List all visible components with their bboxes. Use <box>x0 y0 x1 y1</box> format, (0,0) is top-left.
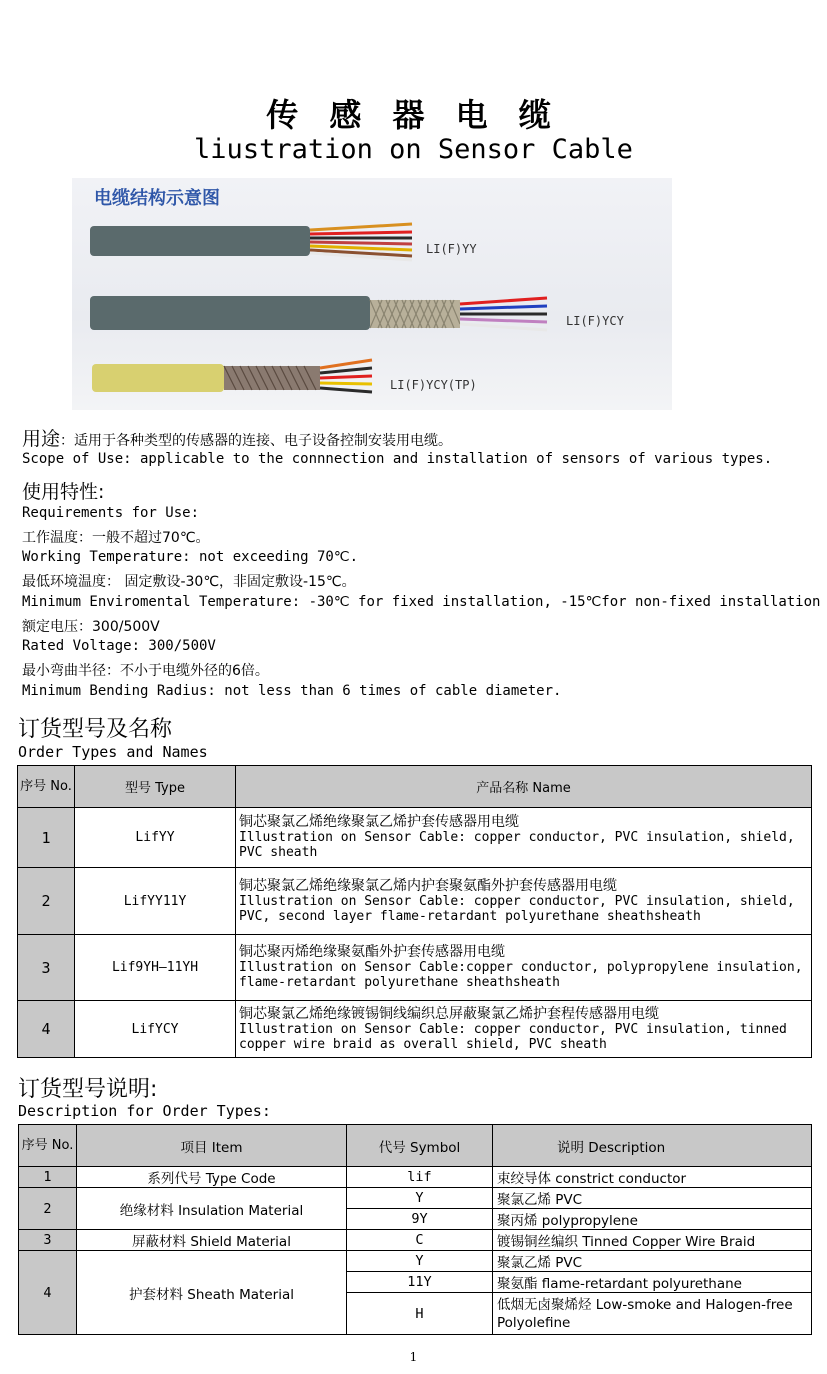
order-types-heading-en: Order Types and Names <box>18 743 208 761</box>
row-item: 系列代号 Type Code <box>77 1167 347 1188</box>
order-types-heading-cn: 订货型号及名称 <box>18 717 173 742</box>
row-name <box>236 1001 812 1058</box>
row-description: 聚氨酯 flame-retardant polyurethane <box>493 1272 812 1293</box>
row-type: Lif9YH—11YH <box>75 935 236 1001</box>
row-symbol: lif <box>347 1167 493 1188</box>
header-type: 型号 Type <box>75 766 236 808</box>
page-number: 1 <box>409 1350 418 1364</box>
row-symbol: 9Y <box>347 1209 493 1230</box>
row-no: 4 <box>19 1251 77 1335</box>
header-name: 产品名称 Name <box>236 766 812 808</box>
row-description: 聚丙烯 polypropylene <box>493 1209 812 1230</box>
row-no: 2 <box>19 1188 77 1230</box>
row-name <box>236 935 812 1001</box>
usage-line <box>22 424 452 451</box>
property-line: Minimum Enviromental Temperature: -30℃ for fixed installation, -15℃for non-fixed installation <box>22 594 821 610</box>
header-item: 项目 Item <box>77 1125 347 1167</box>
table-row <box>18 868 812 935</box>
property-line: Minimum Bending Radius: not less than 6 times of cable diameter. <box>22 683 562 699</box>
illustration-title: 电缆结构示意图 <box>94 188 220 209</box>
row-no: 1 <box>19 1167 77 1188</box>
row-name-en: Illustration on Sensor Cable: copper conductor, PVC insulation, tinned copper wire braid as overall shield, PVC sheath <box>239 1021 787 1052</box>
row-description: 聚氯乙烯 PVC <box>493 1188 812 1209</box>
usage-heading: 用途 <box>22 428 61 450</box>
row-item: 绝缘材料 Insulation Material <box>77 1188 347 1230</box>
row-name <box>236 808 812 868</box>
row-name-cn: 铜芯聚丙烯绝缘聚氨酯外护套传感器用电缆 <box>239 944 505 960</box>
row-symbol: C <box>347 1230 493 1251</box>
header-symbol: 代号 Symbol <box>347 1125 493 1167</box>
table-row <box>19 1251 812 1272</box>
row-symbol: H <box>347 1293 493 1335</box>
property-line: 工作温度：一般不超过70℃。 <box>22 530 210 546</box>
page-title-cn: 传 感 器 电 缆 <box>266 96 561 134</box>
row-symbol: Y <box>347 1251 493 1272</box>
row-name-en: Illustration on Sensor Cable: copper conductor, PVC insulation, shield, PVC sheath <box>239 830 795 860</box>
table-row <box>19 1230 812 1251</box>
table-row <box>18 808 812 868</box>
table-row <box>19 1188 812 1209</box>
row-type: LifYCY <box>75 1001 236 1058</box>
cable-label-1: LI(F)YY <box>426 242 477 256</box>
properties-heading: 使用特性: <box>22 481 105 503</box>
table-row <box>18 1001 812 1058</box>
row-type: LifYY11Y <box>75 868 236 935</box>
row-symbol: 11Y <box>347 1272 493 1293</box>
row-name-en: Illustration on Sensor Cable: copper conductor, PVC insulation, shield, PVC, second layer flame-retardant polyurethane sheathsheath <box>239 893 795 924</box>
property-line: Rated Voltage: 300/500V <box>22 638 216 654</box>
table-header-row <box>18 766 812 808</box>
row-no: 4 <box>18 1001 75 1058</box>
usage-text-cn: ：适用于各种类型的传感器的连接、电子设备控制安装用电缆。 <box>60 433 453 449</box>
property-line: 最小弯曲半径：不小于电缆外径的6倍。 <box>22 663 269 679</box>
table-row <box>18 935 812 1001</box>
cable-label-3: LI(F)YCY(TP) <box>390 378 477 392</box>
order-desc-table <box>18 1124 812 1335</box>
header-no: 序号 No. <box>18 766 75 808</box>
table-header-row <box>19 1125 812 1167</box>
row-description: 低烟无卤聚烯烃 Low-smoke and Halogen-free Polyolefine <box>493 1293 812 1335</box>
cable-label-2: LI(F)YCY <box>566 314 624 328</box>
usage-text-en: Scope of Use: applicable to the connnection and installation of sensors of various types. <box>22 451 773 467</box>
order-types-table <box>17 765 812 1058</box>
cable-illustration <box>72 178 672 410</box>
order-desc-heading-cn: 订货型号说明: <box>18 1077 158 1102</box>
row-name-cn: 铜芯聚氯乙烯绝缘聚氯乙烯内护套聚氨酯外护套传感器用电缆 <box>239 877 617 894</box>
row-no: 3 <box>18 935 75 1001</box>
row-description: 束绞导体 constrict conductor <box>493 1167 812 1188</box>
row-type: LifYY <box>75 808 236 868</box>
row-item: 屏蔽材料 Shield Material <box>77 1230 347 1251</box>
row-name-cn: 铜芯聚氯乙烯绝缘聚氯乙烯护套传感器用电缆 <box>239 814 519 830</box>
row-description: 镀锡铜丝编织 Tinned Copper Wire Braid <box>493 1230 812 1251</box>
table-row <box>19 1167 812 1188</box>
header-no: 序号 No. <box>19 1125 77 1167</box>
row-description: 聚氯乙烯 PVC <box>493 1251 812 1272</box>
row-symbol: Y <box>347 1188 493 1209</box>
row-name-cn: 铜芯聚氯乙烯绝缘镀锡铜线编织总屏蔽聚氯乙烯护套程传感器用电缆 <box>239 1005 659 1022</box>
header-description: 说明 Description <box>493 1125 812 1167</box>
row-name <box>236 868 812 935</box>
property-line: Requirements for Use: <box>22 505 200 521</box>
row-name-en: Illustration on Sensor Cable:copper conductor, polypropylene insulation, flame-retardant polyurethane sheathsheath <box>239 960 803 990</box>
row-no: 1 <box>18 808 75 868</box>
row-no: 2 <box>18 868 75 935</box>
row-no: 3 <box>19 1230 77 1251</box>
page-title-en: liustration on Sensor Cable <box>194 134 633 165</box>
property-line: 额定电压：300/500V <box>22 619 160 635</box>
row-item: 护套材料 Sheath Material <box>77 1251 347 1335</box>
order-desc-heading-en: Description for Order Types: <box>18 1102 271 1120</box>
property-line: 最低环境温度： 固定敷设-30℃，非固定敷设-15℃。 <box>22 574 356 590</box>
property-line: Working Temperature: not exceeding 70℃. <box>22 549 359 565</box>
